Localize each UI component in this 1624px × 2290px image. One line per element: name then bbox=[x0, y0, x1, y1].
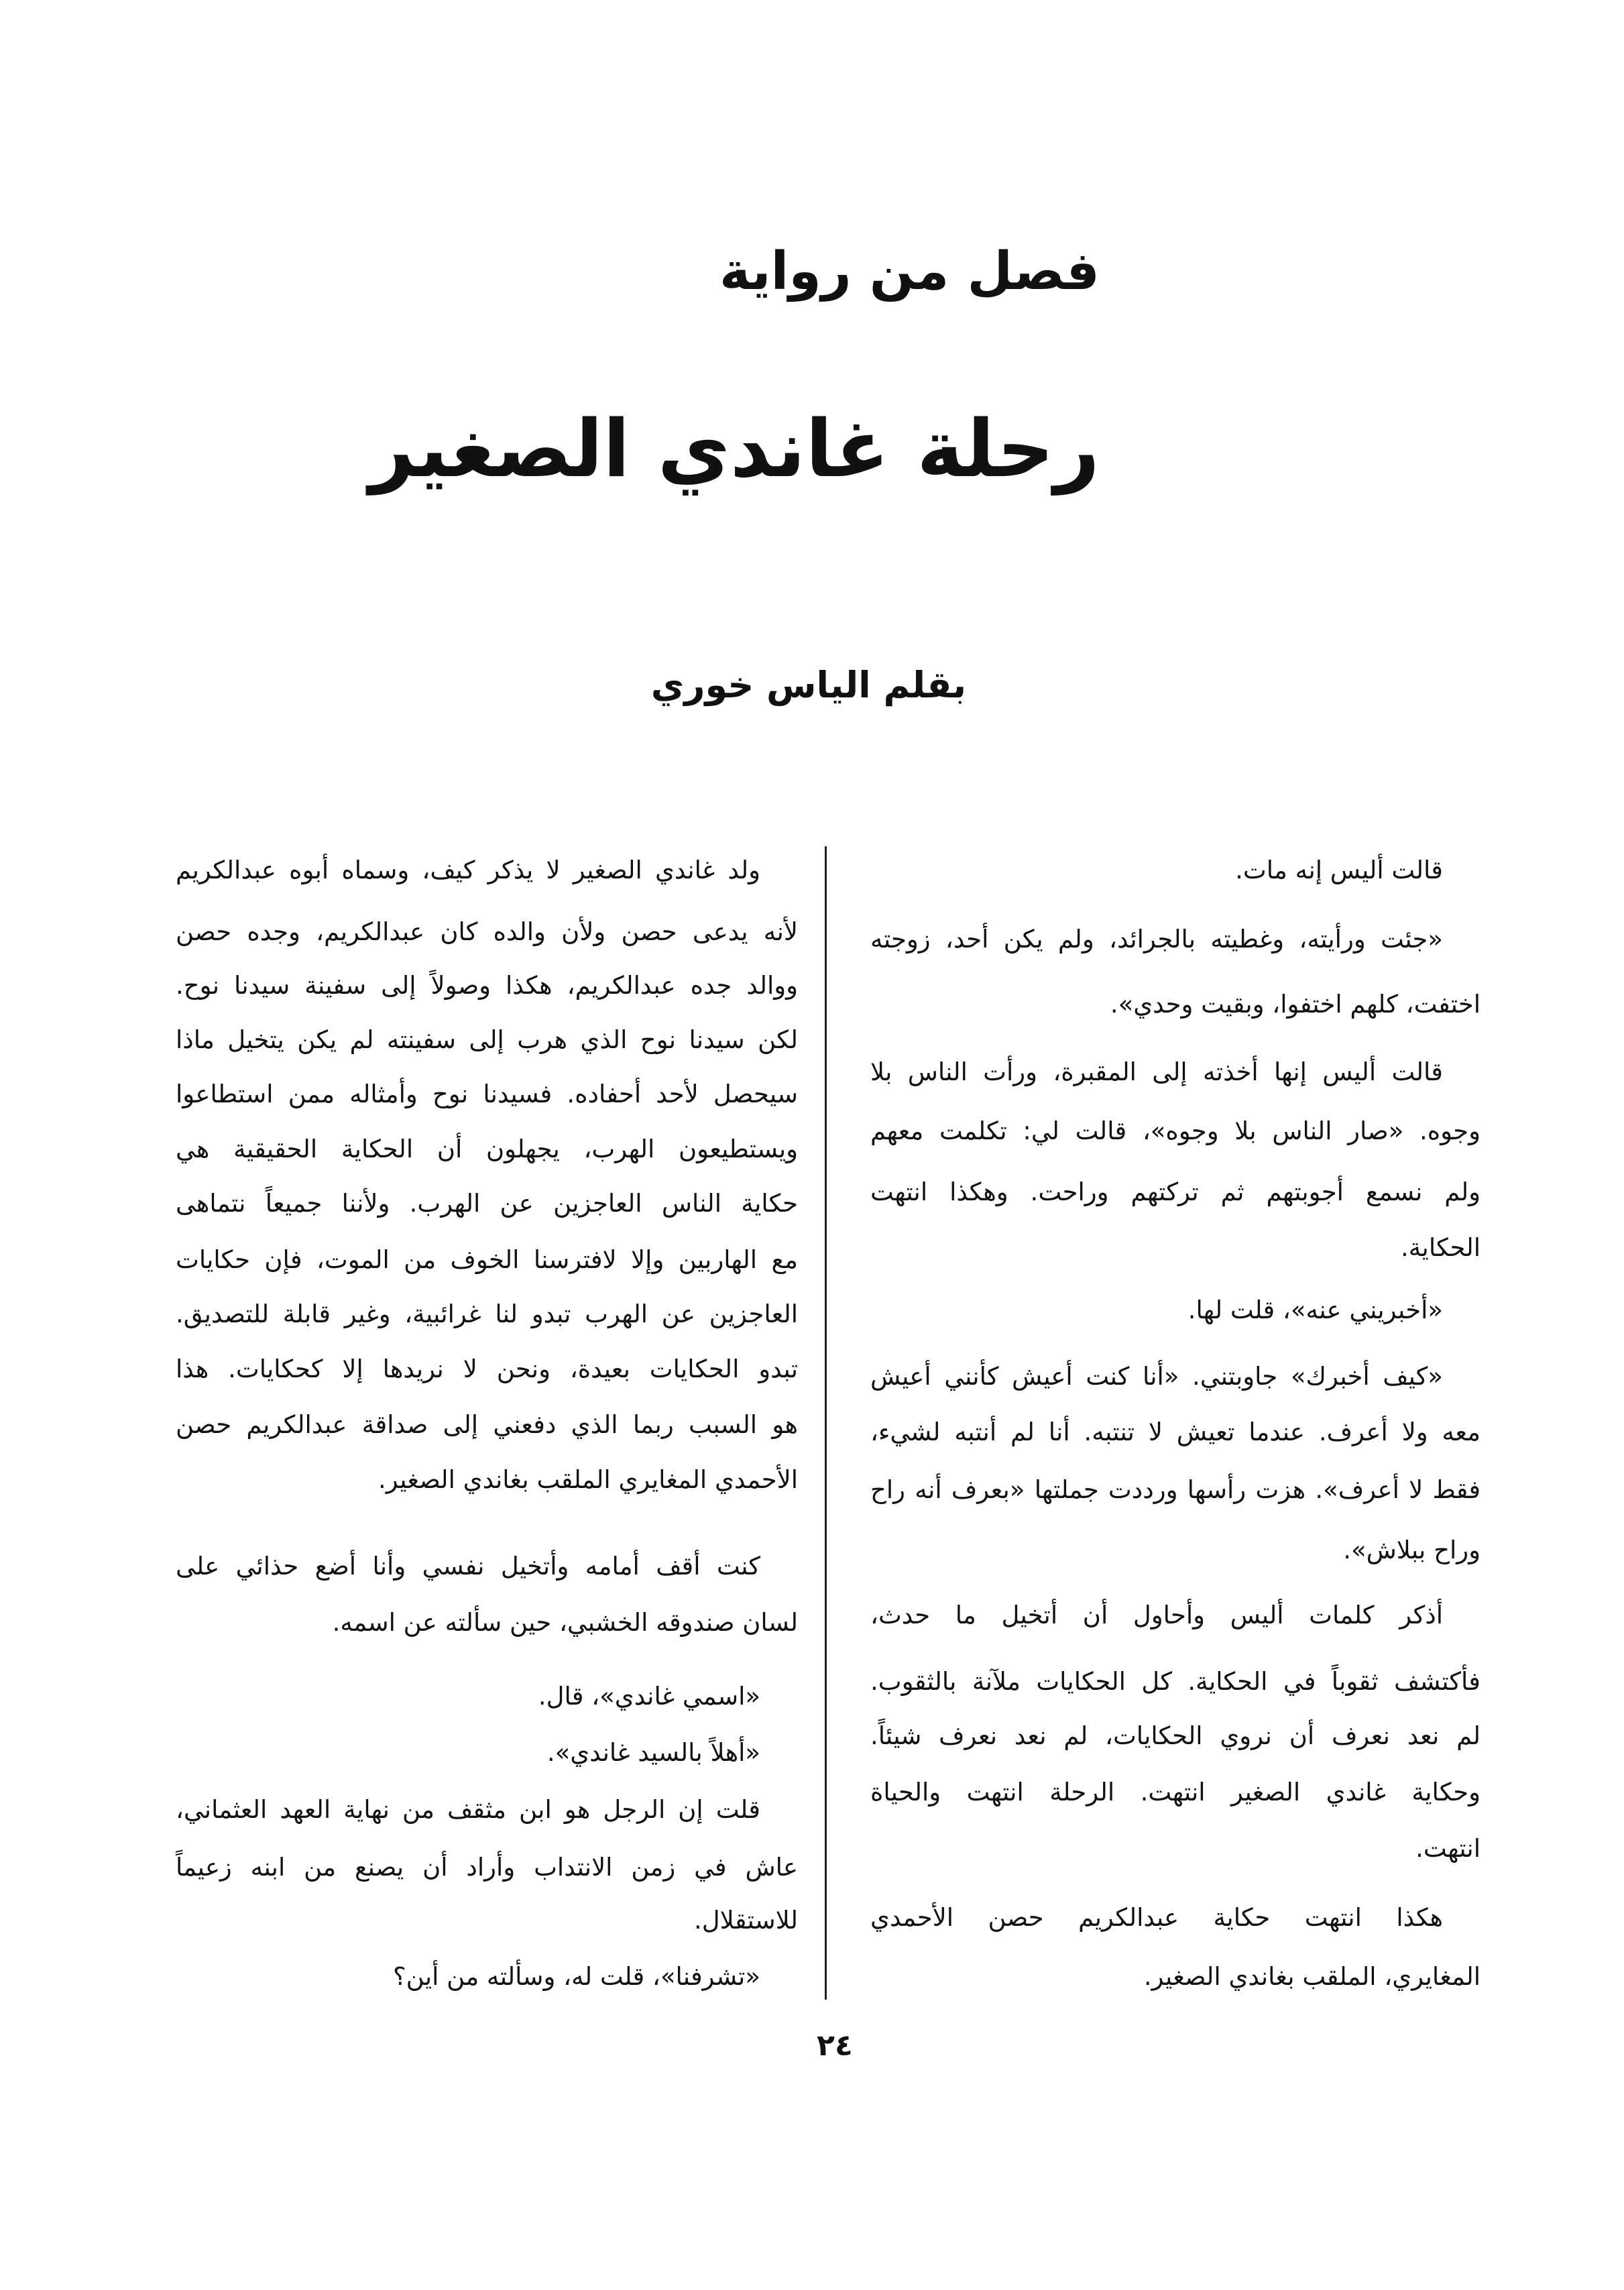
text-line: المغايري، الملقب بغاندي الصغير. bbox=[1143, 1962, 1481, 1991]
text-line: سيحصل لأحد أحفاده. فسيدنا نوح وأمثاله ممن استطاعوا bbox=[176, 1080, 798, 1108]
text-line: أذكر كلمات أليس وأحاول أن أتخيل ما حدث، bbox=[870, 1601, 1443, 1629]
text-line: مع الهاربين وإلا لافترسنا الخوف من الموت، فإن حكايات bbox=[176, 1245, 798, 1274]
text-line: ويستطيعون الهرب، يجهلون أن الحكاية الحقيقية هي bbox=[176, 1135, 798, 1163]
text-line: تبدو الحكايات بعيدة، ونحن لا نريدها إلا كحكايات. هذا bbox=[176, 1355, 798, 1383]
article-title: رحلة غاندي الصغير bbox=[369, 402, 1100, 495]
text-line: حكاية الناس العاجزين عن الهرب. ولأننا جميعاً نتماهى bbox=[176, 1189, 798, 1218]
text-line: وجوه. «صار الناس بلا وجوه»، قالت لي: تكلمت معهم bbox=[870, 1117, 1481, 1145]
text-line: الحكاية. bbox=[1400, 1233, 1481, 1262]
text-line: ولد غاندي الصغير لا يذكر كيف، وسماه أبوه عبدالكريم bbox=[176, 856, 760, 884]
text-line: الأحمدي المغايري الملقب بغاندي الصغير. bbox=[378, 1465, 798, 1494]
text-line: وراح ببلاش». bbox=[1343, 1536, 1481, 1564]
author-byline: بقلم الياس خوري bbox=[650, 664, 966, 706]
text-line: «اسمي غاندي»، قال. bbox=[538, 1682, 760, 1711]
text-line: اختفت، كلهم اختفوا، وبقيت وحدي». bbox=[1110, 990, 1481, 1019]
text-line: انتهت. bbox=[1415, 1834, 1481, 1863]
text-line: العاجزين عن الهرب تبدو لنا غرائبية، وغير قابلة للتصديق. bbox=[176, 1300, 798, 1328]
section-label: فصل من رواية bbox=[719, 241, 1100, 302]
text-line: «تشرفنا»، قلت له، وسألته من أين؟ bbox=[393, 1962, 760, 1991]
page-number: ٢٤ bbox=[817, 2028, 853, 2063]
text-line: لأنه يدعى حصن ولأن والده كان عبدالكريم، وجده حصن bbox=[176, 917, 798, 946]
text-line: قلت إن الرجل هو ابن مثقف من نهاية العهد العثماني، bbox=[176, 1795, 760, 1824]
right-column bbox=[870, 0, 1481, 2290]
left-column bbox=[176, 0, 798, 2290]
text-line: معه ولا أعرف. عندما تعيش لا تنتبه. أنا لم أنتبه لشيء، bbox=[870, 1418, 1481, 1446]
text-line: للاستقلال. bbox=[694, 1906, 798, 1935]
text-line: لم نعد نعرف أن نروي الحكايات، لم نعد نعرف شيئاً. bbox=[870, 1721, 1481, 1750]
text-line: «أهلاً بالسيد غاندي». bbox=[546, 1738, 760, 1767]
text-line: كنت أقف أمامه وأتخيل نفسي وأنا أضع حذائي على bbox=[176, 1552, 760, 1581]
text-line: «أخبريني عنه»، قلت لها. bbox=[1187, 1296, 1443, 1324]
text-line: قالت أليس إنه مات. bbox=[1235, 856, 1443, 884]
text-line: «كيف أخبرك» جاوبتني. «أنا كنت أعيش كأنني أعيش bbox=[870, 1362, 1443, 1391]
text-line: قالت أليس إنها أخذته إلى المقبرة، ورأت الناس بلا bbox=[870, 1057, 1443, 1086]
text-line: ولم نسمع أجوبتهم ثم تركتهم وراحت. وهكذا انتهت bbox=[870, 1178, 1481, 1206]
text-line: فقط لا أعرف». هزت رأسها ورددت جملتها «بعرف أنه راح bbox=[870, 1475, 1481, 1504]
text-line: وحكاية غاندي الصغير انتهت. الرحلة انتهت والحياة bbox=[870, 1778, 1481, 1807]
text-line: فأكتشف ثقوباً في الحكاية. كل الحكايات ملآنة بالثقوب. bbox=[870, 1667, 1481, 1696]
column-divider bbox=[825, 846, 827, 2000]
text-line: هو السبب ربما الذي دفعني إلى صداقة عبدالكريم حصن bbox=[176, 1410, 798, 1439]
text-line: لسان صندوقه الخشبي، حين سألته عن اسمه. bbox=[332, 1608, 798, 1637]
text-line: هكذا انتهت حكاية عبدالكريم حصن الأحمدي bbox=[870, 1903, 1443, 1932]
text-line: ووالد جده عبدالكريم، هكذا وصولاً إلى سفينة سيدنا نوح. bbox=[176, 971, 798, 1000]
text-line: لكن سيدنا نوح الذي هرب إلى سفينته لم يكن يتخيل ماذا bbox=[176, 1025, 798, 1054]
text-line: عاش في زمن الانتداب وأراد أن يصنع من ابنه زعيماً bbox=[176, 1853, 798, 1882]
text-line: «جئت ورأيته، وغطيته بالجرائد، ولم يكن أحد، زوجته bbox=[870, 925, 1443, 954]
